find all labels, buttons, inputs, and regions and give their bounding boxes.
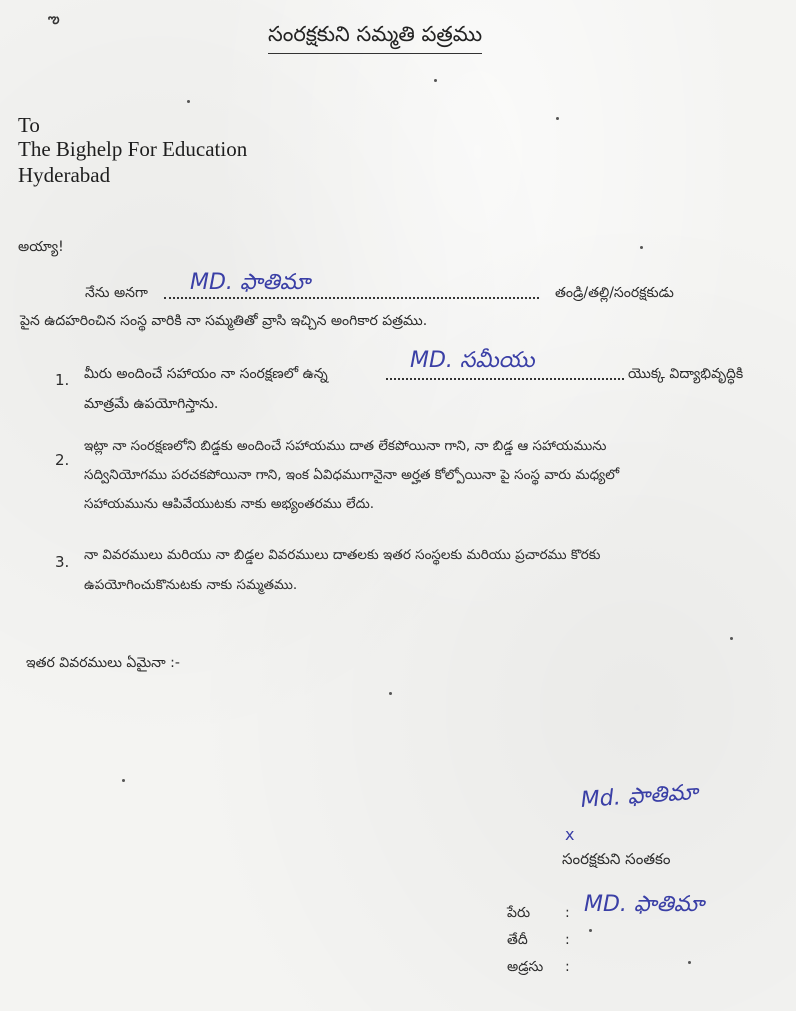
point-1-line2: మాత్రమే ఉపయోగిస్తాను. xyxy=(84,396,219,412)
address-org: The Bighelp For Education xyxy=(18,137,248,161)
page-title: సంరక్షకుని సమ్మతి పత్రము xyxy=(268,22,482,54)
address-to: To xyxy=(18,113,40,137)
field-name-value: MD. ఫాతిమా xyxy=(584,892,705,917)
paper-speck xyxy=(688,961,691,964)
paper-speck xyxy=(122,779,125,782)
point-2-line3: సహాయమును ఆపివేయుటకు నాకు అభ్యంతరము లేదు. xyxy=(84,496,375,512)
paper-speck xyxy=(589,929,592,932)
point-1-number: 1. xyxy=(55,371,70,389)
point-2-number: 2. xyxy=(55,451,70,469)
field-name-colon: : xyxy=(565,905,570,921)
point-3-line1: నా వివరములు మరియు నా బిడ్డల వివరములు దాతలకు ఇతర సంస్థలకు మరియు ప్రచారము కొరకు xyxy=(84,547,601,563)
child-dotted-line xyxy=(386,378,624,380)
paper-speck xyxy=(556,117,559,120)
intro-line2: పైన ఉదహరించిన సంస్థ వారికి నా సమ్మతితో వ్రాసి ఇచ్చిన అంగికార పత్రము. xyxy=(20,313,428,329)
paper-speck xyxy=(730,637,733,640)
salutation: అయ్యా! xyxy=(18,239,64,255)
address-city: Hyderabad xyxy=(18,163,111,187)
paper-speck xyxy=(640,246,643,249)
field-date-label: తేదీ xyxy=(507,932,528,948)
point-1-post: యొక్క విద్యాభివృద్ధికి xyxy=(628,366,744,382)
page-mark: ఌ xyxy=(48,12,60,27)
field-name-label: పేరు xyxy=(507,905,531,921)
paper-speck xyxy=(434,79,437,82)
point-1-pre: మీరు అందించే సహాయం నా సంరక్షణలో ఉన్న xyxy=(84,366,328,382)
paper-speck xyxy=(389,692,392,695)
field-address-label: అడ్రసు xyxy=(507,959,544,975)
filled-child-name: MD. సమీయు xyxy=(410,348,535,373)
paper-speck xyxy=(187,100,190,103)
point-2-line2: సద్వినియోగము పరచకపోయినా గాని, ఇంక ఏవిధముగానైనా అర్హత కోల్పోయినా పై సంస్థ వారు మధ్యలో xyxy=(84,467,620,483)
point-3-number: 3. xyxy=(55,553,70,571)
field-address-colon: : xyxy=(565,959,570,975)
field-date-colon: : xyxy=(565,932,570,948)
signature-label: సంరక్షకుని సంతకం xyxy=(562,850,671,868)
intro-relation: తండ్రి/తల్లి/సంరక్షకుడు xyxy=(555,285,674,301)
filled-guardian-name: MD. ఫాతిమా xyxy=(190,270,311,295)
handwritten-signature: Md. ఫాతిమా xyxy=(579,779,699,814)
signature-mark: x xyxy=(565,825,575,844)
intro-prefix: నేను అనగా xyxy=(85,285,148,301)
point-2-line1: ఇట్లా నా సంరక్షణలోని బిడ్డకు అందించే సహాయము దాత లేకపోయినా గాని, నా బిడ్డ ఆ సహాయమును xyxy=(84,438,607,454)
other-details-label: ఇతర వివరములు ఏమైనా :- xyxy=(26,655,180,671)
point-3-line2: ఉపయోగించుకొనుటకు నాకు సమ్మతము. xyxy=(84,577,298,593)
